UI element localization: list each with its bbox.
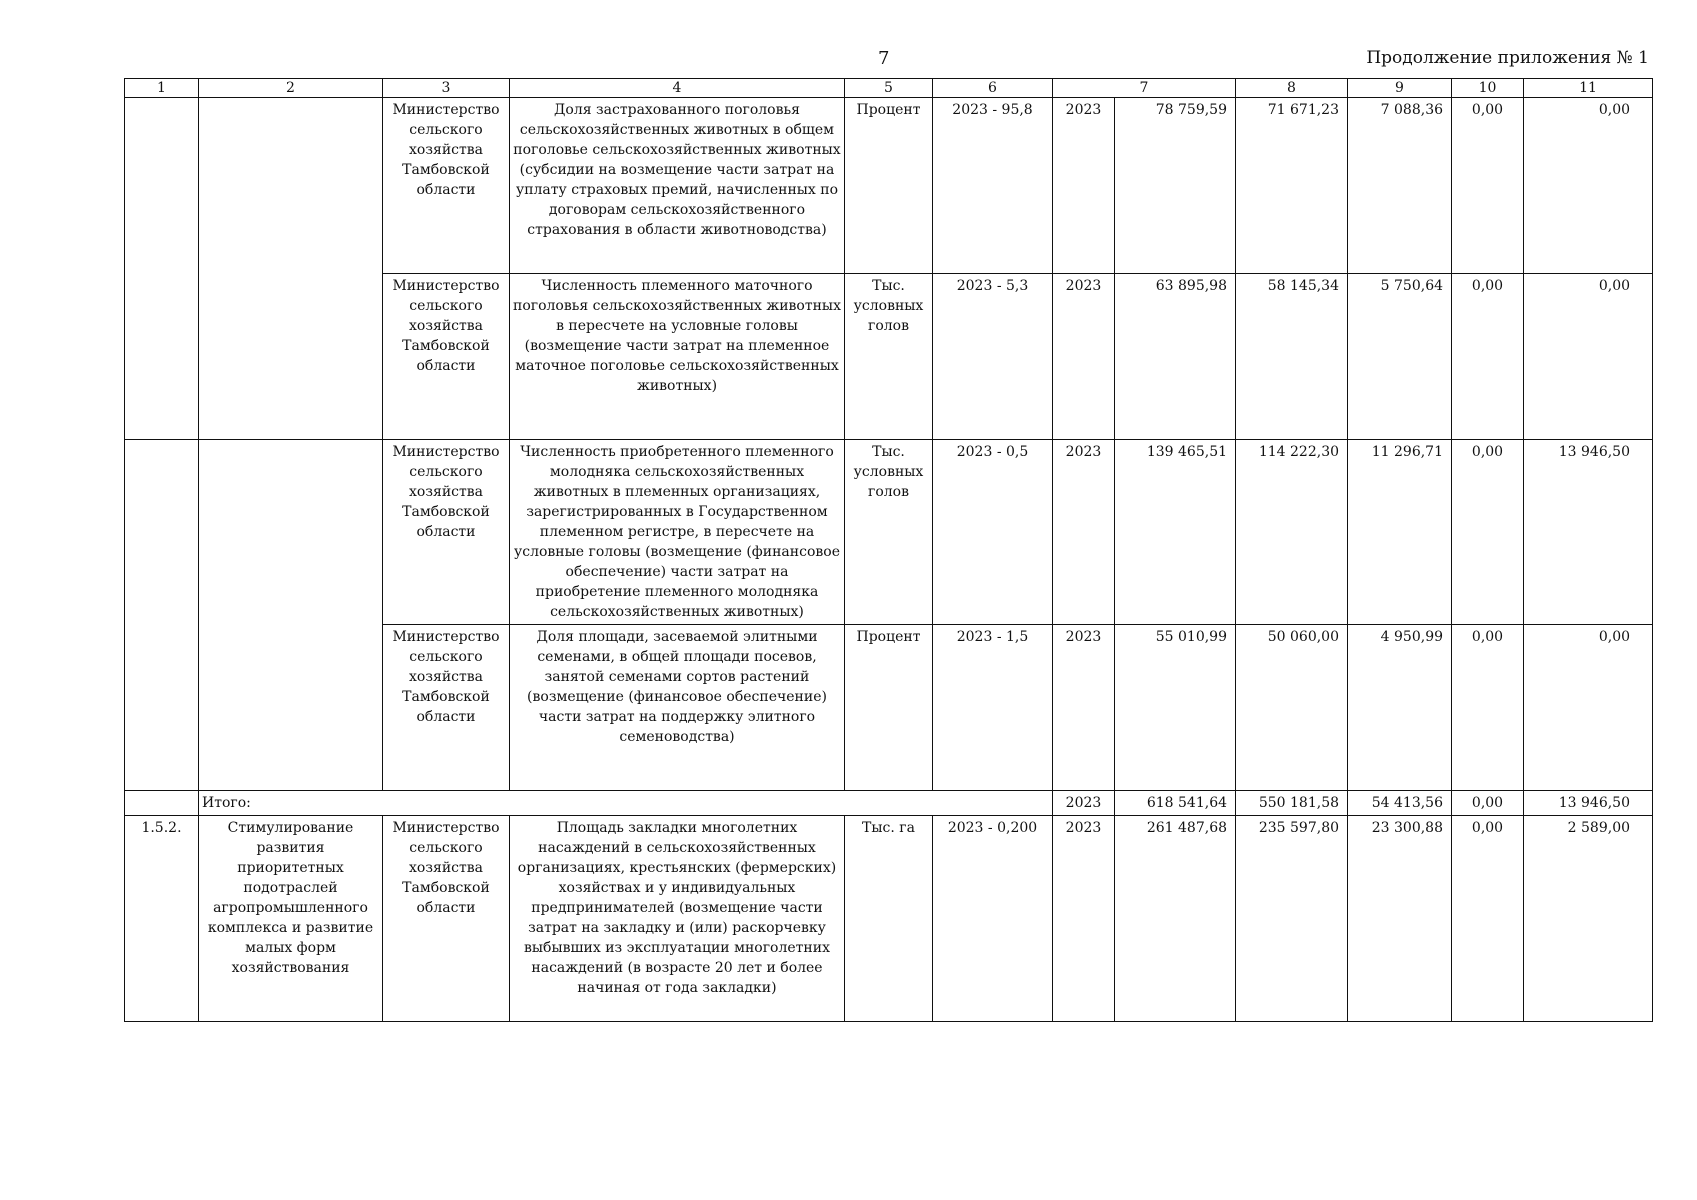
federal-value-cell: 114 222,30 [1236, 440, 1348, 625]
unit-cell: Процент [845, 98, 933, 274]
item-number-cell: 1.5.2. [125, 816, 199, 1022]
federal-value-cell: 58 145,34 [1236, 274, 1348, 440]
total-value-cell: 78 759,59 [1115, 98, 1236, 274]
federal-value-cell: 71 671,23 [1236, 98, 1348, 274]
federal-value-cell: 50 060,00 [1236, 625, 1348, 791]
cell-empty [125, 98, 199, 440]
indicator-cell: Доля площади, засеваемой элитными семенами, в общей площади посевов, занятой семенами сортов растений (возмещение (финансовое обеспечение) части затрат на поддержку элитного семеноводства) [510, 625, 845, 791]
indicator-cell: Численность племенного маточного поголовья сельскохозяйственных животных в пересчете на условные головы (возмещение части затрат на племенное маточное поголовье сельскохозяйственных животных) [510, 274, 845, 440]
program-table [124, 78, 1653, 1022]
total-value-cell: 618 541,64 [1115, 791, 1236, 816]
local-value-cell: 0,00 [1452, 816, 1524, 1022]
total-value-cell: 261 487,68 [1115, 816, 1236, 1022]
measure-name-cell: Стимулирование развития приоритетных подотраслей агропромышленного комплекса и развитие малых форм хозяйствования [199, 816, 383, 1022]
header-cell: 1 [125, 79, 199, 98]
header-cell: 8 [1236, 79, 1348, 98]
header-cell: 6 [933, 79, 1053, 98]
header-cell: 11 [1524, 79, 1653, 98]
table-row [125, 440, 1653, 625]
year-cell: 2023 [1053, 625, 1115, 791]
total-row [125, 791, 1653, 816]
other-value-cell: 0,00 [1524, 98, 1653, 274]
local-value-cell: 0,00 [1452, 274, 1524, 440]
table-row [125, 98, 1653, 274]
indicator-cell: Площадь закладки многолетних насаждений в сельскохозяйственных организациях, крестьянских (фермерских) хозяйствах и у индивидуальных предпринимателей (возмещение части затрат на закладку и (или) раскорчевку выбывших из эксплуатации многолетних насаждений (в возрасте 20 лет и более начиная от года закладки) [510, 816, 845, 1022]
total-value-cell: 55 010,99 [1115, 625, 1236, 791]
header-cell: 5 [845, 79, 933, 98]
year-cell: 2023 [1053, 816, 1115, 1022]
regional-value-cell: 11 296,71 [1348, 440, 1452, 625]
local-value-cell: 0,00 [1452, 791, 1524, 816]
page-number: 7 [878, 48, 890, 69]
ministry-cell: Министерство сельского хозяйства Тамбовской области [383, 98, 510, 274]
header-row [125, 79, 1653, 98]
federal-value-cell: 235 597,80 [1236, 816, 1348, 1022]
header-cell: 10 [1452, 79, 1524, 98]
total-value-cell: 63 895,98 [1115, 274, 1236, 440]
regional-value-cell: 5 750,64 [1348, 274, 1452, 440]
total-label: Итого: [199, 791, 1053, 816]
ministry-cell: Министерство сельского хозяйства Тамбовской области [383, 440, 510, 625]
unit-cell: Тыс. условных голов [845, 274, 933, 440]
cell-empty [199, 440, 383, 791]
target-cell: 2023 - 0,5 [933, 440, 1053, 625]
local-value-cell: 0,00 [1452, 98, 1524, 274]
year-cell: 2023 [1053, 791, 1115, 816]
target-cell: 2023 - 5,3 [933, 274, 1053, 440]
regional-value-cell: 54 413,56 [1348, 791, 1452, 816]
total-value-cell: 139 465,51 [1115, 440, 1236, 625]
target-cell: 2023 - 1,5 [933, 625, 1053, 791]
unit-cell: Тыс. условных голов [845, 440, 933, 625]
regional-value-cell: 23 300,88 [1348, 816, 1452, 1022]
year-cell: 2023 [1053, 98, 1115, 274]
local-value-cell: 0,00 [1452, 625, 1524, 791]
continuation-note: Продолжение приложения № 1 [1366, 48, 1649, 68]
regional-value-cell: 7 088,36 [1348, 98, 1452, 274]
indicator-cell: Численность приобретенного племенного молодняка сельскохозяйственных животных в племенных организациях, зарегистрированных в Государственном племенном регистре, в пересчете на условные головы (возмещение (финансовое обеспечение) части затрат на приобретение племенного молодняка сельскохозяйственных животных) [510, 440, 845, 625]
indicator-cell: Доля застрахованного поголовья сельскохозяйственных животных в общем поголовье сельскохозяйственных животных (субсидии на возмещение части затрат на уплату страховых премий, начисленных по договорам сельскохозяйственного страхования в области животноводства) [510, 98, 845, 274]
ministry-cell: Министерство сельского хозяйства Тамбовской области [383, 625, 510, 791]
other-value-cell: 0,00 [1524, 625, 1653, 791]
ministry-cell: Министерство сельского хозяйства Тамбовской области [383, 816, 510, 1022]
federal-value-cell: 550 181,58 [1236, 791, 1348, 816]
unit-cell: Тыс. га [845, 816, 933, 1022]
header-cell: 2 [199, 79, 383, 98]
header-cell: 3 [383, 79, 510, 98]
unit-cell: Процент [845, 625, 933, 791]
year-cell: 2023 [1053, 274, 1115, 440]
header-cell: 4 [510, 79, 845, 98]
target-cell: 2023 - 0,200 [933, 816, 1053, 1022]
cell-empty [199, 98, 383, 440]
local-value-cell: 0,00 [1452, 440, 1524, 625]
target-cell: 2023 - 95,8 [933, 98, 1053, 274]
other-value-cell: 13 946,50 [1524, 440, 1653, 625]
ministry-cell: Министерство сельского хозяйства Тамбовской области [383, 274, 510, 440]
other-value-cell: 0,00 [1524, 274, 1653, 440]
header-cell: 7 [1053, 79, 1236, 98]
cell-empty [125, 791, 199, 816]
table-row [125, 816, 1653, 1022]
year-cell: 2023 [1053, 440, 1115, 625]
other-value-cell: 2 589,00 [1524, 816, 1653, 1022]
cell-empty [125, 440, 199, 791]
header-cell: 9 [1348, 79, 1452, 98]
other-value-cell: 13 946,50 [1524, 791, 1653, 816]
regional-value-cell: 4 950,99 [1348, 625, 1452, 791]
